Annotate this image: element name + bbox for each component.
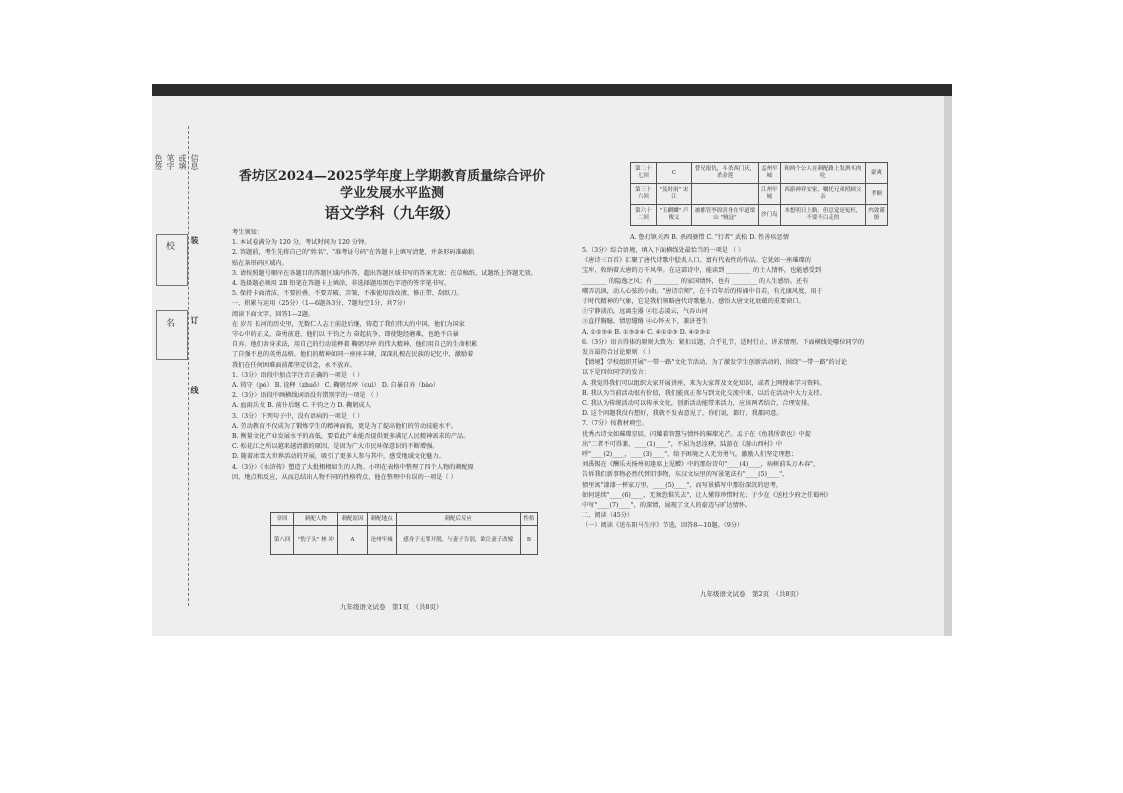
text-line: 2.（3分）语段中画横线词语没有错别字的一项是 （ ） bbox=[232, 392, 382, 400]
text-line: 1.（3分）语段中加点字注音正确的一项是 （ ） bbox=[232, 371, 364, 379]
name-label: 名 bbox=[164, 318, 174, 327]
text-line: ①宁静淡泊，远离尘嚣 ②壮志凌云，气吞山河 bbox=[582, 308, 708, 316]
table-header-cell: 章回 bbox=[271, 513, 294, 526]
table-cell: 内敛谨慎 bbox=[865, 205, 887, 226]
photo-area bbox=[152, 84, 952, 636]
table-cell: "豹子头" 林 冲 bbox=[294, 526, 338, 555]
text-line: 以下是四位同学的发言： bbox=[582, 369, 651, 377]
text-line: 在 岁月 长河的历史里，无数仁人志士前赴后继，铸造了我们伟大的中国，他们为国家 bbox=[232, 320, 465, 328]
table-cell: 第八回 bbox=[271, 526, 294, 555]
text-line: （一）阅读《送东阳马生序》节选，回答8—10题。（9分） bbox=[582, 522, 744, 530]
table-cell bbox=[692, 184, 759, 205]
school-box bbox=[156, 234, 188, 286]
character-table-continued bbox=[630, 162, 888, 226]
table-header-cell: 刺配原因 bbox=[338, 513, 367, 526]
table-options: A. 鲁打镇关西 B. 杀阎婆惜 C. "行者" 武松 D. 性善疾恶情 bbox=[630, 234, 789, 241]
text-line: ________ 的隐逸之风；有 ________ 的家国情怀，也有 ________ 的人生感悟。还有 bbox=[582, 277, 809, 285]
text-line: 因、地点和反应，从而总结出人物不同的性格特点，他在整理中有误的一项是（ ） bbox=[232, 473, 457, 481]
table-cell: 江州牢城 bbox=[758, 184, 780, 205]
margin-note-col3: 或填 bbox=[178, 154, 187, 170]
table-cell: B bbox=[520, 526, 537, 555]
right-page-text bbox=[582, 246, 927, 532]
table-cell: "及时雨" 宋 江 bbox=[656, 184, 691, 205]
table-cell: 孟州牢城 bbox=[758, 163, 780, 184]
text-line: 宝库，收纳着大唐的万千风华。在这部诗中，能读到 ________ 的士人情怀，也能感受到 bbox=[582, 267, 822, 275]
text-line: 如何延续"____(6)____，无须恐惧失去"，让人懂得珍惜时光；于少在《送杜少府之任蜀州》 bbox=[582, 491, 832, 499]
table-cell: 沙门岛 bbox=[758, 205, 780, 226]
text-line: A. 血雨兵戈 B. 前仆后继 C. 千钧之力 D. 鞠躬成人 bbox=[232, 402, 371, 410]
text-line: 了自强不息的英勇品格，他们的精神如同一座座丰碑，深深扎根在民族的记忆中，激励着 bbox=[232, 351, 474, 359]
school-label: 校 bbox=[164, 241, 174, 250]
table-cell: 感身于无罪开脱，与妻子告别，欲让妻子改嫁 bbox=[396, 526, 520, 555]
text-line: 《唐诗三百首》汇聚了唐代诗歌中脍炙人口、富有代表性的作品。它犹如一座璀璨的 bbox=[582, 257, 811, 265]
text-line: 6.（3分）语言得体的原则大致为：紧扣议题，合乎礼节，适时行止，讲求情理。下面横线处哪位同学的 bbox=[582, 338, 865, 346]
table-header-row bbox=[271, 513, 538, 526]
exam-paper bbox=[152, 96, 944, 636]
table-header-cell: 性格 bbox=[520, 513, 537, 526]
table-header-cell: 刺配人物 bbox=[294, 513, 338, 526]
text-line: 【情境】学校组织开展"一带一路"文化节活动，为了激发学生创新活动的，围绕"一带一路"的讨论 bbox=[582, 359, 848, 367]
text-line: 4. 选择题必须用 2B 铅笔在答题卡上填涂，非选择题用黑色字迹的签字笔书写。 bbox=[232, 280, 451, 288]
table-cell: 替兄报仇，斗杀西门庆，杀金莲 bbox=[692, 163, 759, 184]
mark-zhuang: 装 bbox=[190, 236, 200, 244]
exam-subtitle: 学业发展水平监测 bbox=[339, 186, 444, 201]
margin-note-col2: 笔字 bbox=[166, 154, 175, 170]
table-cell: C bbox=[656, 163, 691, 184]
table-cell: 第二十七回 bbox=[631, 163, 657, 184]
text-line: A. 我觉得我们可以组织大家开展讲座，来为大家普及文化知识，或者上网搜索学习资料。 bbox=[582, 379, 826, 387]
table-row bbox=[631, 205, 888, 226]
text-line: 于时代精神的气象，它是我们领略唐代诗歌魅力、感悟大唐文化底蕴的重要窗口。 bbox=[582, 298, 805, 306]
text-line: 优秀古诗文如璀璨星辰，闪耀着智慧与情怀的璀璨光芒。孟子在《鱼我所欲也》中提 bbox=[582, 430, 811, 438]
paper-edge bbox=[944, 96, 952, 636]
table-cell: 被都管李固害身在牢道梁山 "贼寇" bbox=[692, 205, 759, 226]
text-line: D. 这个问题我没有想好，我就不发表意见了，你们说，都行，我都同意。 bbox=[582, 410, 783, 418]
text-line: 3. 请按照题号顺序在各题目的答题区域内作答，超出答题区域书写的答案无效；在草稿纸、试题纸上答题无效。 bbox=[232, 269, 537, 277]
text-line: A. 劳动教育不仅成为了锻炼学生的精神面貌，更是为了提高他们的劳动技能水平。 bbox=[232, 422, 457, 430]
text-line: D. 随着冰雪大世界活动的开展，吸引了更多人参与其中，感受地域文化魅力。 bbox=[232, 453, 445, 461]
table-cell: 孝顺 bbox=[865, 184, 887, 205]
mark-ding: 订 bbox=[190, 316, 200, 324]
text-line: A. ①②③④ B. ①③②④ C. ④①②③ D. ④②③① bbox=[582, 328, 711, 336]
text-line: 考生须知： bbox=[232, 229, 263, 236]
text-line: 贴在条形码区域内。 bbox=[232, 259, 288, 267]
text-line: B. 我认为当前活动很有价值，我们能真正参与到文化交流中来，以后在活动中大力支持。 bbox=[582, 389, 826, 397]
table-cell: A bbox=[338, 526, 367, 555]
text-line: 刘禹锡在《酬乐天扬州初逢席上见赠》中的那份诗句"____(4)____，病树前头万木春"， bbox=[582, 461, 820, 469]
table-row bbox=[631, 163, 888, 184]
text-line: 1. 本试卷满分为 120 分，考试时间为 120 分钟。 bbox=[232, 239, 371, 247]
mark-xian: 线 bbox=[190, 386, 200, 394]
right-page-footer: 九年级语文试卷 第2页 （共8页） bbox=[700, 590, 803, 598]
text-line: 嘲弄讥讽，动人心弦的小曲。"唐诗宗师"，在千百年后的传诵中自若，有尤康风度，用于 bbox=[582, 287, 823, 295]
text-line: 二、阅读（45分） bbox=[582, 512, 634, 520]
character-table bbox=[270, 512, 538, 555]
exam-title: 香坊区2024—2025学年度上学期教育质量综合评价 bbox=[238, 169, 546, 184]
table-cell: 豪爽 bbox=[865, 163, 887, 184]
text-line: 自弃。他们舍身求法，用自己的行动诠释着 鞠躬尽瘁 的伟大精神，他们用自己的生命积累 bbox=[232, 341, 478, 349]
text-line: B. 衡量文化产业发展水平的高低，要看此产业能否提供更多满足人民精神需求的产品。 bbox=[232, 433, 470, 441]
text-line: 3.（3分）下列句子中，没有语病的一项是 （ ） bbox=[232, 412, 364, 420]
left-page-footer: 九年级语文试卷 第1页 （共8页） bbox=[340, 603, 443, 611]
text-line: 出"二者不可得兼，____(1)____"，不屈为恶诠释，陆游在《游山西村》中 bbox=[582, 440, 783, 448]
table-cell: 第六十二回 bbox=[631, 205, 657, 226]
text-line: 阅读下面文字，回答1—2题。 bbox=[232, 310, 315, 318]
table-cell: "玉麒麟" 卢俊义 bbox=[656, 205, 691, 226]
text-line: 5. 保持卡面清洁，不要折叠、不要弄破、弄皱，不准使用涂改液、修正带、刮纸刀。 bbox=[232, 290, 463, 298]
table-row bbox=[631, 184, 888, 205]
table-header-cell: 刺配地点 bbox=[367, 513, 396, 526]
text-line: 告诉我们新事物必然代替旧事物，东汉文坛里的写景笔法有"____(5)____"， bbox=[582, 471, 789, 479]
table-cell: 第三十六回 bbox=[631, 184, 657, 205]
text-line: C. 松花江之所以越来越清澈的原因，是因为广大市民环保意识的不断增强。 bbox=[232, 443, 439, 451]
text-line: ③直抒胸臆，情思缱绻 ④心怀天下，兼济苍生 bbox=[582, 318, 708, 326]
text-line: 守心中的正义，奋勇前进，他们以 千钧之力 奋起抗争，即使饱经磨难，也绝不自暴 bbox=[232, 331, 459, 339]
text-line: 中写"____(7)____"，的深情，展现了文人的豪迈与旷达情怀。 bbox=[582, 502, 752, 510]
text-line: C. 我认为传统活动可以传承文化，创新活动能带来活力，应该两者结合，合理安排。 bbox=[582, 400, 814, 408]
text-line: 7.（7分）按教材填空。 bbox=[582, 420, 648, 428]
margin-note-col1: 色签 bbox=[154, 154, 163, 170]
margin-note-col4: 信息 bbox=[190, 154, 199, 170]
table-cell: 和两个公人在刺配路上发酒买肉吃 bbox=[780, 163, 865, 184]
text-line: 2. 答题前，考生先将自己的"姓名"、"准考证号码"在答题卡上填写清楚，并条形码准确粘 bbox=[232, 249, 475, 257]
table-cell: 西游神祥安家，嘱托兄弟照顾父亲 bbox=[780, 184, 865, 205]
table-header-cell: 刺配后反应 bbox=[396, 513, 520, 526]
text-line: 一、积累与运用（25分）（1—6题各3分，7题每空1分，共7分） bbox=[232, 300, 409, 308]
name-box bbox=[156, 310, 188, 360]
table-cell: 沧州牢城 bbox=[367, 526, 396, 555]
text-line: A. 铸守（pé） B. 诠释（zhuō） C. 鞠躬尽瘁（cuì） D. 自暴自弃（bào） bbox=[232, 382, 440, 390]
desk-background bbox=[152, 84, 952, 96]
table-row bbox=[271, 526, 538, 555]
text-line: 5.（3分）综合语境，填入下面横线处最恰当的一项是 （ ） bbox=[582, 247, 745, 254]
binding-line bbox=[188, 126, 189, 606]
text-line: 呼"____(2)____，____(3)____"，给予困境之人无穷勇气。激励人们坚定理想； bbox=[582, 451, 798, 459]
text-line: 我们在任何困难面前都坚定信念，永不放弃。 bbox=[232, 361, 356, 369]
text-line: 4.（3分）《水浒传》塑造了大批栩栩如生的人物。小明在表格中整理了四个人物的刺配原 bbox=[232, 463, 474, 471]
text-line: 发言最符合讨论原则 （ ） bbox=[582, 349, 654, 357]
text-line: 情里寓"漆漆一杯家万里，____(5)____"，而写景描写中那份深沉的思考， bbox=[582, 481, 783, 489]
left-page-text bbox=[232, 228, 552, 483]
exam-subject: 语文学科（九年级） bbox=[324, 204, 460, 222]
table-cell: 本想明日上路，但总觉是冤枉，不要不白走的 bbox=[780, 205, 865, 226]
